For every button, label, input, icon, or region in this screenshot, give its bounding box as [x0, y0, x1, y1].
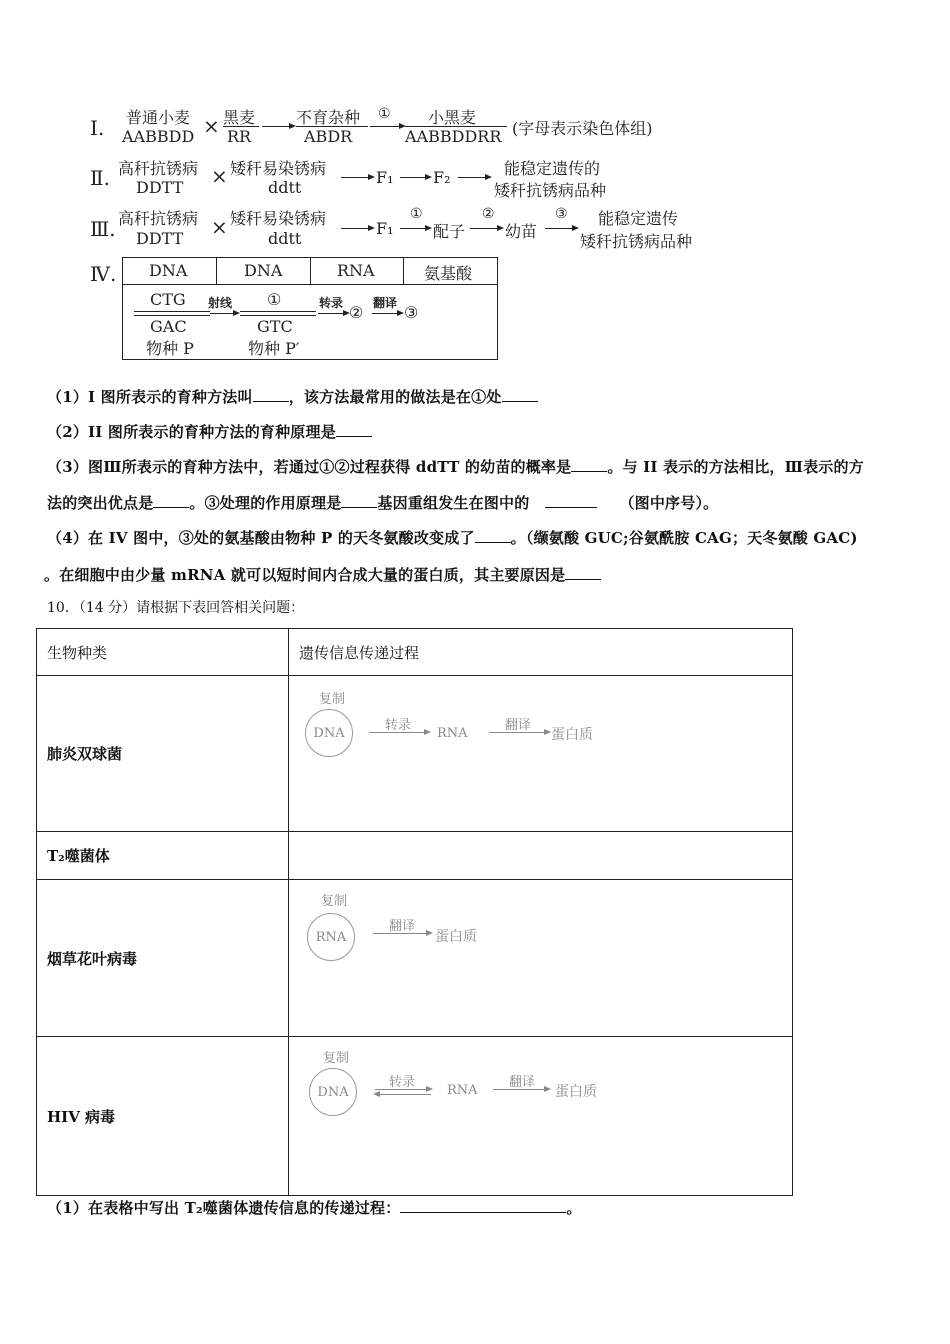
roman-3: Ⅲ.: [90, 217, 116, 241]
answer-blank[interactable]: [341, 507, 377, 508]
question-4-line2: [44, 564, 601, 585]
header-process: 遗传信息传递过程: [289, 629, 793, 676]
cross-symbol: ×: [211, 164, 228, 188]
strand-line: [240, 315, 316, 316]
answer-blank[interactable]: [571, 471, 607, 472]
answer-blank[interactable]: [475, 542, 511, 543]
protein-label: 蛋白质: [435, 929, 477, 945]
strand-line: [134, 311, 210, 312]
arrow: [369, 732, 429, 733]
arrow: [341, 228, 373, 229]
protein-label: 蛋白质: [551, 727, 593, 743]
row2-parent1-name: 高秆抗锈病: [118, 159, 199, 178]
q4-text-c: 。在细胞中由少量 mRNA 就可以短时间内合成大量的蛋白质，其主要原因是: [44, 566, 566, 584]
arrow: [493, 1089, 549, 1090]
row1-hybrid-genotype: ABDR: [304, 127, 353, 146]
organism-t2-phage: T₂噬菌体: [37, 832, 289, 880]
arrow: [372, 313, 402, 314]
protein-label: 蛋白质: [555, 1084, 597, 1100]
organism-pneumococcus: 肺炎双球菌: [37, 676, 289, 832]
row3-result-line2: 矮秆抗锈病品种: [580, 232, 693, 251]
transcribe-label: 转录: [389, 1075, 416, 1090]
box-divider: [403, 257, 404, 284]
organism-hiv: HIV 病毒: [37, 1037, 289, 1196]
arrow: [375, 1089, 431, 1090]
arrow: [458, 177, 490, 178]
q2-text: （2）II 图所表示的育种方法的育种原理是: [47, 423, 336, 441]
row2-result-line2: 矮秆抗锈病品种: [494, 181, 607, 200]
table-row: [37, 676, 793, 832]
strand-line: [240, 311, 316, 312]
row1-parent2-name: 黑麦: [223, 108, 256, 127]
cross-symbol: ×: [211, 215, 228, 239]
replicate-label: 复制: [321, 894, 348, 909]
row1-parent1-genotype: AABBDD: [122, 127, 195, 146]
question-3-line2: [47, 492, 718, 513]
strand-ctg: CTG: [150, 290, 186, 309]
row2-parent1-genotype: DDTT: [136, 178, 184, 197]
transcribe-label: 转录: [319, 296, 344, 310]
answer-blank[interactable]: [253, 401, 289, 402]
process-cell: [289, 676, 793, 832]
q3-text-b: 。与 II 表示的方法相比，Ⅲ表示的方: [607, 458, 864, 476]
question-3-line1: [47, 456, 864, 477]
arrow: [400, 228, 430, 229]
species-p: 物种 P: [146, 339, 194, 358]
translate-label: 翻译: [509, 1075, 536, 1090]
arrow: [373, 933, 431, 934]
q3-text-d: 。③处理的作用原理是: [189, 494, 342, 512]
answer-blank[interactable]: [565, 579, 601, 580]
reverse-arrow: [375, 1094, 431, 1095]
roman-4: Ⅳ.: [90, 262, 117, 286]
strand-gtc: GTC: [257, 317, 293, 336]
question-10-1: [47, 1197, 582, 1218]
arrow: [400, 177, 430, 178]
organism-tmv: 烟草花叶病毒: [37, 880, 289, 1037]
step-2-label: ②: [482, 206, 495, 222]
process-cell: [289, 880, 793, 1037]
strand-gac: GAC: [150, 317, 187, 336]
row1-product-genotype: AABBDDRR: [405, 127, 502, 146]
answer-blank[interactable]: [502, 401, 538, 402]
row1-parent1-name: 普通小麦: [126, 108, 191, 127]
row1-hybrid-name: 不育杂种: [296, 108, 361, 127]
row2-f2: F₂: [433, 168, 451, 187]
q10-1-text: （1）在表格中写出 T₂噬菌体遗传信息的传递过程：: [47, 1199, 401, 1217]
transcribe-label: 转录: [385, 718, 412, 733]
header-organism: 生物种类: [37, 629, 289, 676]
circle-3: ③: [404, 303, 419, 322]
row2-parent2-name: 矮秆易染锈病: [230, 159, 327, 178]
arrow: [210, 313, 238, 314]
box-divider: [310, 257, 311, 284]
row2-result-line1: 能稳定遗传的: [504, 159, 601, 178]
question-10-title: 10．（14 分）请根据下表回答相关问题：: [47, 600, 305, 616]
roman-1: Ⅰ.: [90, 116, 105, 140]
strand-line: [134, 315, 210, 316]
q4-text-a: （4）在 IV 图中，③处的氨基酸由物种 P 的天冬氨酸改变成了: [47, 529, 475, 547]
answer-blank[interactable]: [400, 1212, 566, 1213]
ray-label: 射线: [208, 296, 233, 310]
rna-label: RNA: [447, 1083, 478, 1098]
arrow: [262, 126, 294, 127]
translate-label: 翻译: [389, 919, 416, 934]
q3-text-c: 法的突出优点是: [47, 494, 154, 512]
step-1-label: ①: [378, 106, 391, 122]
q4-text-b: 。（缬氨酸 GUC;谷氨酰胺 CAG；天冬氨酸 GAC): [510, 529, 858, 547]
rna-label: RNA: [437, 726, 468, 741]
row3-f1: F₁: [376, 219, 394, 238]
table-row: [37, 880, 793, 1037]
arrow: [489, 732, 549, 733]
q1-text-a: （1）I 图所表示的育种方法叫: [47, 388, 253, 406]
table-header-row: [37, 629, 793, 676]
replicate-label: 复制: [323, 1051, 350, 1066]
q1-text-b: ，该方法最常用的做法是在①处: [288, 388, 502, 406]
arrow: [318, 313, 348, 314]
process-cell-empty[interactable]: [289, 832, 793, 880]
question-2: [47, 421, 372, 442]
fraction-line: [223, 126, 259, 127]
arrow: [341, 177, 373, 178]
rna-circle: RNA: [307, 913, 355, 961]
header-rna: RNA: [337, 261, 375, 280]
answer-blank[interactable]: [336, 436, 372, 437]
answer-blank[interactable]: [545, 507, 597, 508]
arrow: [370, 126, 404, 127]
row1-product-name: 小黑麦: [428, 108, 477, 127]
circle-2: ②: [349, 303, 364, 322]
roman-2: Ⅱ.: [90, 166, 110, 190]
header-dna-1: DNA: [149, 261, 188, 280]
row3-parent2-name: 矮秆易染锈病: [230, 209, 327, 228]
q3-text-f: （图中序号）。: [619, 494, 719, 512]
dna-circle: DNA: [305, 709, 353, 757]
table-row: [37, 832, 793, 880]
table-row: [37, 1037, 793, 1196]
q3-text-a: （3）图Ⅲ所表示的育种方法中，若通过①②过程获得 ddTT 的幼苗的概率是: [47, 458, 572, 476]
q3-text-e: 基因重组发生在图中的: [377, 494, 530, 512]
step-3-label: ③: [555, 206, 568, 222]
translate-label: 翻译: [373, 296, 398, 310]
box-divider: [216, 257, 217, 284]
row3-parent1-name: 高秆抗锈病: [118, 209, 199, 228]
q10-1-end: 。: [566, 1199, 582, 1217]
answer-blank[interactable]: [153, 507, 189, 508]
header-amino-acid: 氨基酸: [424, 264, 473, 283]
arrow: [470, 228, 502, 229]
row2-f1: F₁: [376, 168, 394, 187]
circle-1: ①: [267, 290, 282, 309]
process-cell: [289, 1037, 793, 1196]
header-dna-2: DNA: [244, 261, 283, 280]
row3-parent2-genotype: ddtt: [268, 229, 302, 248]
arrow: [545, 228, 577, 229]
replicate-label: 复制: [319, 692, 346, 707]
step-1-label: ①: [410, 206, 423, 222]
dna-circle: DNA: [309, 1068, 357, 1116]
row1-parent2-genotype: RR: [227, 127, 252, 146]
question-1: [47, 386, 538, 407]
question-4-line1: [47, 527, 858, 548]
row1-note: (字母表示染色体组): [512, 119, 653, 138]
row3-result-line1: 能稳定遗传: [598, 209, 679, 228]
fraction-line: [405, 126, 507, 127]
cross-symbol: ×: [203, 114, 220, 138]
box-header-line: [122, 284, 497, 285]
genetic-info-table: [36, 628, 793, 1196]
species-p-prime: 物种 P′: [248, 339, 300, 358]
row3-parent1-genotype: DDTT: [136, 229, 184, 248]
row3-gamete: 配子: [433, 222, 466, 241]
translate-label: 翻译: [505, 718, 532, 733]
row3-seedling: 幼苗: [505, 222, 538, 241]
row2-parent2-genotype: ddtt: [268, 178, 302, 197]
fraction-line: [296, 126, 368, 127]
